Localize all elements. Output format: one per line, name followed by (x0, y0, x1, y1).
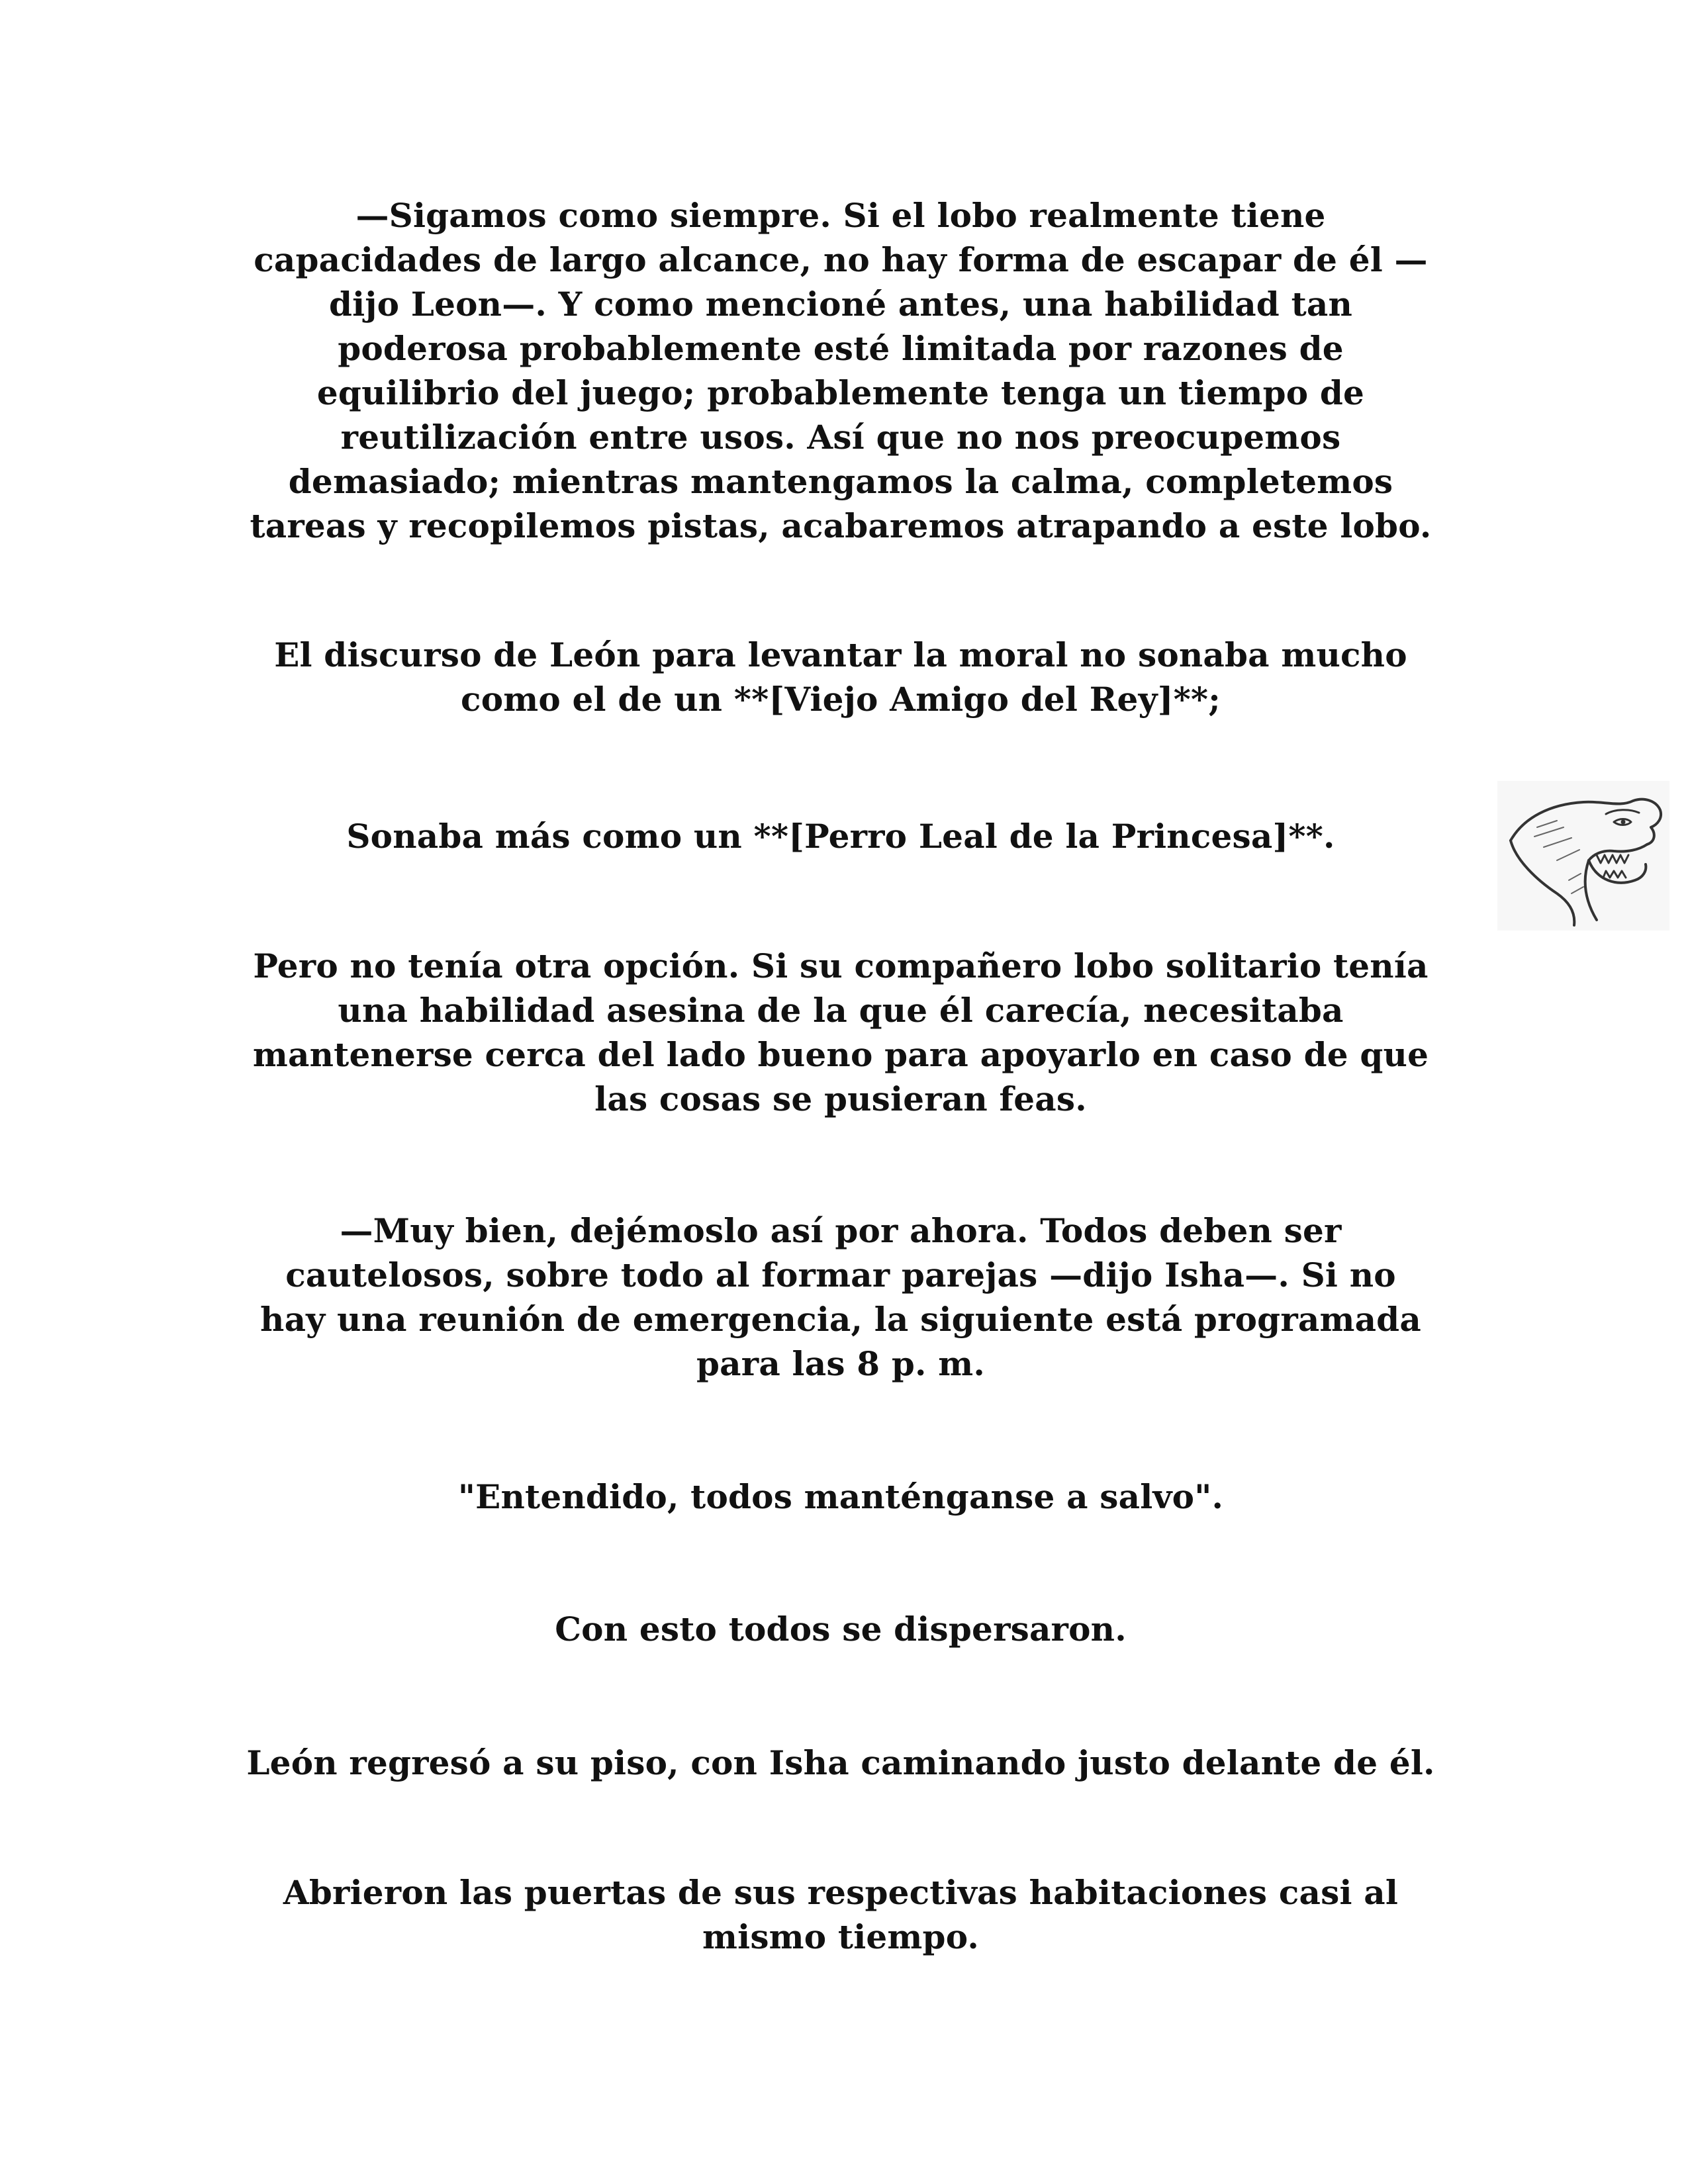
text-line: demasiado; mientras mantengamos la calma, completemos (288, 462, 1393, 501)
text-line: León regresó a su piso, con Isha caminando justo delante de él. (246, 1743, 1435, 1782)
text-line: tareas y recopilemos pistas, acabaremos atrapando a este lobo. (250, 506, 1432, 545)
paragraph-8 (218, 1741, 1463, 1785)
paragraph-5 (218, 1208, 1463, 1386)
paragraph-9 (218, 1870, 1463, 1959)
text-line: como el de un **[Viejo Amigo del Rey]**; (461, 680, 1221, 719)
text-line: —Muy bien, dejémoslo así por ahora. Todos deben ser (340, 1211, 1342, 1250)
text-line: —Sigamos como siempre. Si el lobo realmente tiene (355, 196, 1326, 235)
text-line: una habilidad asesina de la que él carecía, necesitaba (338, 991, 1344, 1030)
text-line: equilibrio del juego; probablemente tenga un tiempo de (316, 373, 1365, 412)
paragraph-3 (218, 814, 1463, 858)
text-line: Con esto todos se dispersaron. (555, 1610, 1127, 1649)
paragraph-4 (218, 944, 1463, 1121)
text-line: Abrieron las puertas de sus respectivas habitaciones casi al (283, 1873, 1399, 1912)
text-line: hay una reunión de emergencia, la siguiente está programada (260, 1300, 1421, 1339)
text-line: poderosa probablemente esté limitada por razones de (338, 329, 1344, 368)
paragraph-1 (218, 193, 1463, 548)
paragraph-6 (218, 1475, 1463, 1519)
text-line: cautelosos, sobre todo al formar parejas —dijo Isha—. Si no (285, 1255, 1396, 1295)
text-line: Sonaba más como un **[Perro Leal de la Princesa]**. (346, 817, 1335, 856)
dinosaur-head-sketch-icon (1497, 781, 1669, 931)
text-line: "Entendido, todos manténganse a salvo". (457, 1477, 1224, 1516)
paragraph-2 (218, 633, 1463, 721)
text-line: las cosas se pusieran feas. (594, 1079, 1087, 1118)
text-line: dijo Leon—. Y como mencioné antes, una habilidad tan (328, 285, 1353, 324)
text-line: mismo tiempo. (702, 1917, 979, 1956)
text-line: reutilización entre usos. Así que no nos preocupemos (340, 418, 1341, 457)
text-line: El discurso de León para levantar la moral no sonaba mucho (274, 635, 1407, 674)
text-line: mantenerse cerca del lado bueno para apoyarlo en caso de que (252, 1035, 1429, 1074)
text-line: para las 8 p. m. (696, 1344, 985, 1383)
text-line: Pero no tenía otra opción. Si su compañero lobo solitario tenía (253, 946, 1429, 985)
text-line: capacidades de largo alcance, no hay forma de escapar de él — (254, 240, 1428, 279)
paragraph-7 (218, 1607, 1463, 1651)
